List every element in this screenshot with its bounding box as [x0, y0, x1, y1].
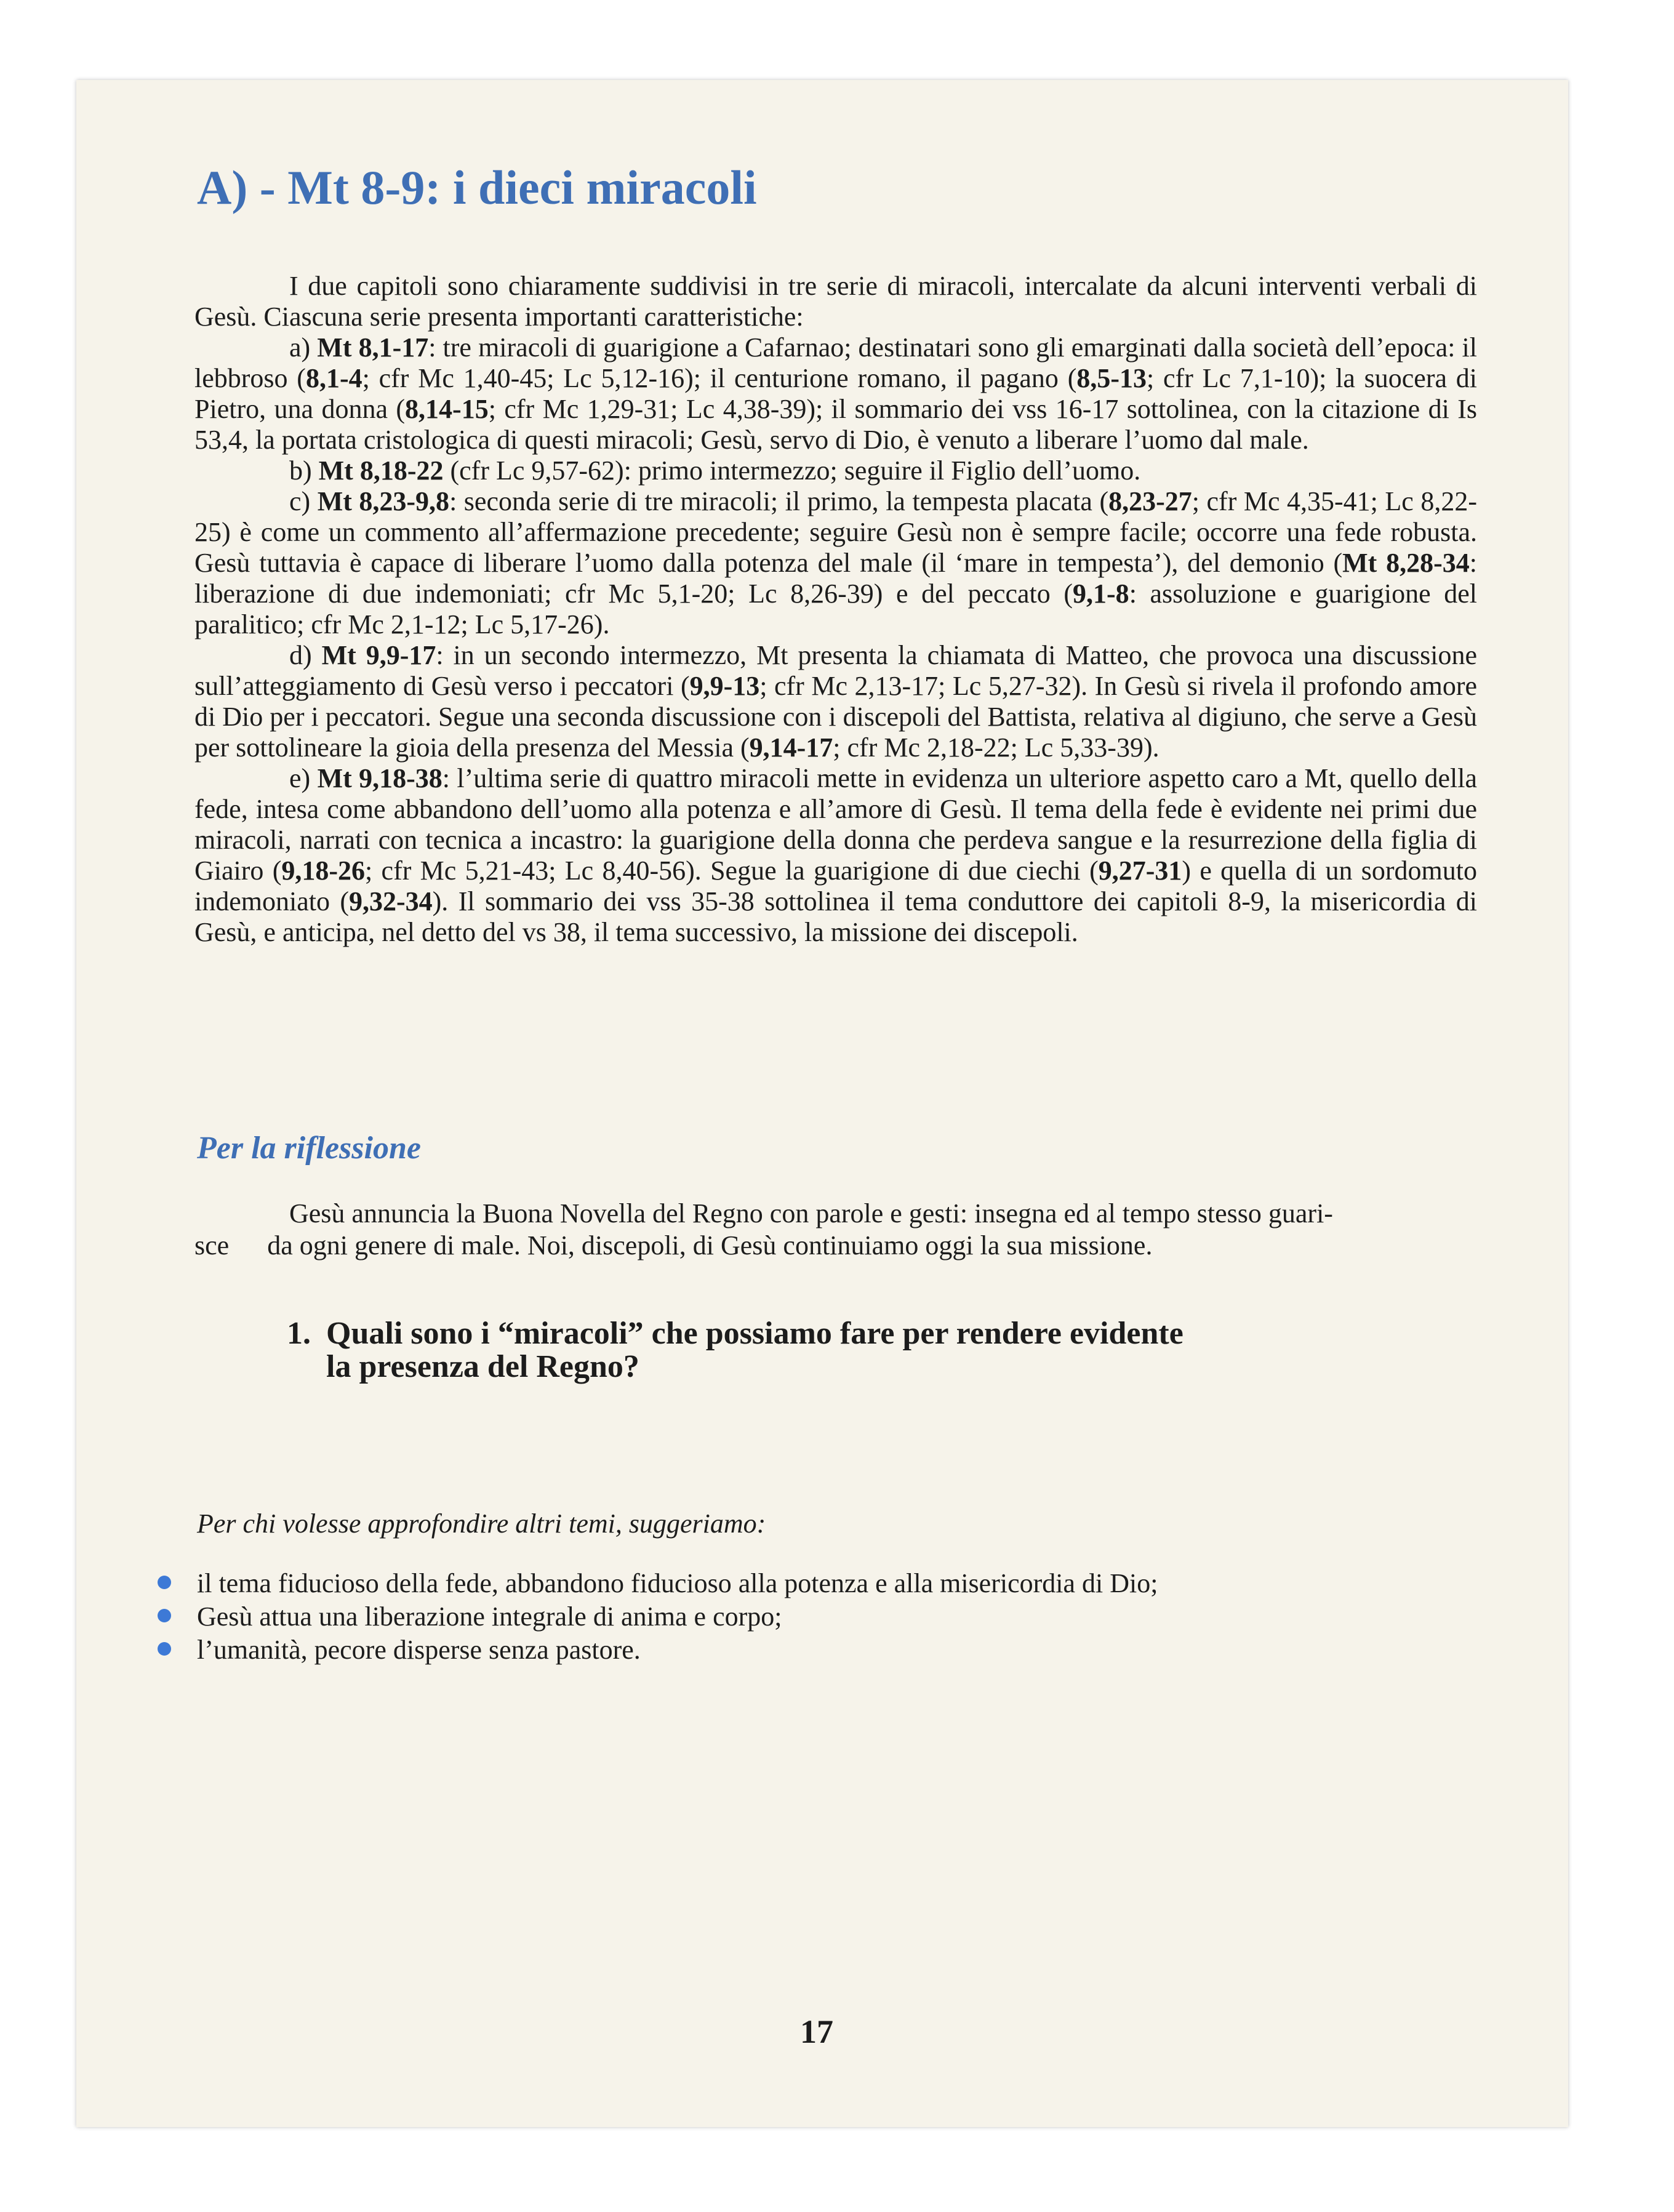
question-line-2: la presenza del Regno?	[326, 1349, 639, 1384]
body-text	[194, 271, 1477, 948]
paragraph-b: b) Mt 8,18-22 (cfr Lc 9,57-62): primo intermezzo; seguire il Figlio dell’uomo.	[289, 455, 1141, 486]
bullet-dot-icon	[158, 1609, 171, 1622]
page-number: 17	[800, 2013, 833, 2050]
reflection-line-2: sce da ogni genere di male. Noi, discepoli, di Gesù continuiamo oggi la sua missione.	[194, 1230, 1153, 1260]
list-item: il tema fiducioso della fede, abbandono fiducioso alla potenza e alla misericordia di Dio;	[158, 1567, 1158, 1600]
reflection-text	[194, 1198, 1477, 1262]
further-list	[158, 1567, 1158, 1667]
paragraph-a: a) Mt 8,1-17: tre miracoli di guarigione a Cafarnao; destinatari sono gli emarginati dalla società dell’epoca: il lebbroso (8,1-4; cfr Mc 1,40-45; Lc 5,12-16); il centurione romano, il pagano (8,5-13; cfr Lc 7,1-10); la suocera di Pietro, una donna (8,14-15; cfr Mc 1,29-31; Lc 4,38-39); il sommario dei vss 16-17 sottolinea, con la citazione di Is 53,4, la portata cristologica di questi miracoli; Gesù, servo di Dio, è venuto a liberare l’uomo dal male.	[194, 332, 1478, 455]
list-item: l’umanità, pecore disperse senza pastore.	[158, 1633, 1158, 1667]
bullet-dot-icon	[158, 1642, 171, 1656]
paragraph-d: d) Mt 9,9-17: in un secondo intermezzo, Mt presenta la chiamata di Matteo, che provoca una discussione sull’atteggiamento di Gesù verso i peccatori (9,9-13; cfr Mc 2,13-17; Lc 5,27-32). In Gesù si rivela il profondo amore di Dio per i peccatori. Segue una seconda discussione con i discepoli del Battista, relativa al digiuno, che serve a Gesù per sottolineare la gioia della presenza del Messia (9,14-17; cfr Mc 2,18-22; Lc 5,33-39).	[194, 640, 1477, 763]
question-1	[287, 1317, 1395, 1384]
reflection-heading: Per la riflessione	[197, 1131, 421, 1166]
further-intro: Per chi volesse approfondire altri temi, suggeriamo:	[197, 1509, 766, 1539]
paragraph-c: c) Mt 8,23-9,8: seconda serie di tre miracoli; il primo, la tempesta placata (8,23-27; cfr Mc 4,35-41; Lc 8,22-25) è come un commento all’affermazione precedente; seguire Gesù non è sempre facile; occorre una fede robusta. Gesù tuttavia è capace di liberare l’uomo dalla potenza del male (il ‘mare in tempesta’), del demonio (Mt 8,28-34: liberazione di due indemoniati; cfr Mc 5,1-20; Lc 8,26-39) e del peccato (9,1-8: assoluzione e guarigione del paralitico; cfr Mc 2,1-12; Lc 5,17-26).	[194, 486, 1477, 639]
page-title: A) - Mt 8-9: i dieci miracoli	[197, 161, 757, 214]
intro-paragraph: I due capitoli sono chiaramente suddivisi in tre serie di miracoli, intercalate da alcuni interventi verbali di Gesù. Ciascuna serie presenta importanti caratteristiche:	[194, 271, 1477, 332]
paragraph-e: e) Mt 9,18-38: l’ultima serie di quattro miracoli mette in evidenza un ulteriore aspetto caro a Mt, quello della fede, intesa come abbandono dell’uomo alla potenza e all’amore di Gesù. Il tema della fede è evidente nei primi due miracoli, narrati con tecnica a incastro: la guarigione della donna che perdeva sangue e la resurrezione della figlia di Giairo (9,18-26; cfr Mc 5,21-43; Lc 8,40-56). Segue la guarigione di due ciechi (9,27-31) e quella di un sordomuto indemoniato (9,32-34). Il sommario dei vss 35-38 sottolinea il tema conduttore dei capitoli 8-9, la misericordia di Gesù, e anticipa, nel detto del vs 38, il tema successivo, la missione dei discepoli.	[194, 763, 1478, 947]
list-item: Gesù attua una liberazione integrale di anima e corpo;	[158, 1600, 1158, 1633]
reflection-line-1: Gesù annuncia la Buona Novella del Regno con parole e gesti: insegna ed al tempo stesso guari-	[289, 1198, 1333, 1228]
question-line-1: Quali sono i “miracoli” che possiamo fare per rendere evidente	[326, 1316, 1183, 1351]
bullet-dot-icon	[158, 1576, 171, 1589]
question-number: 1.	[287, 1316, 311, 1351]
